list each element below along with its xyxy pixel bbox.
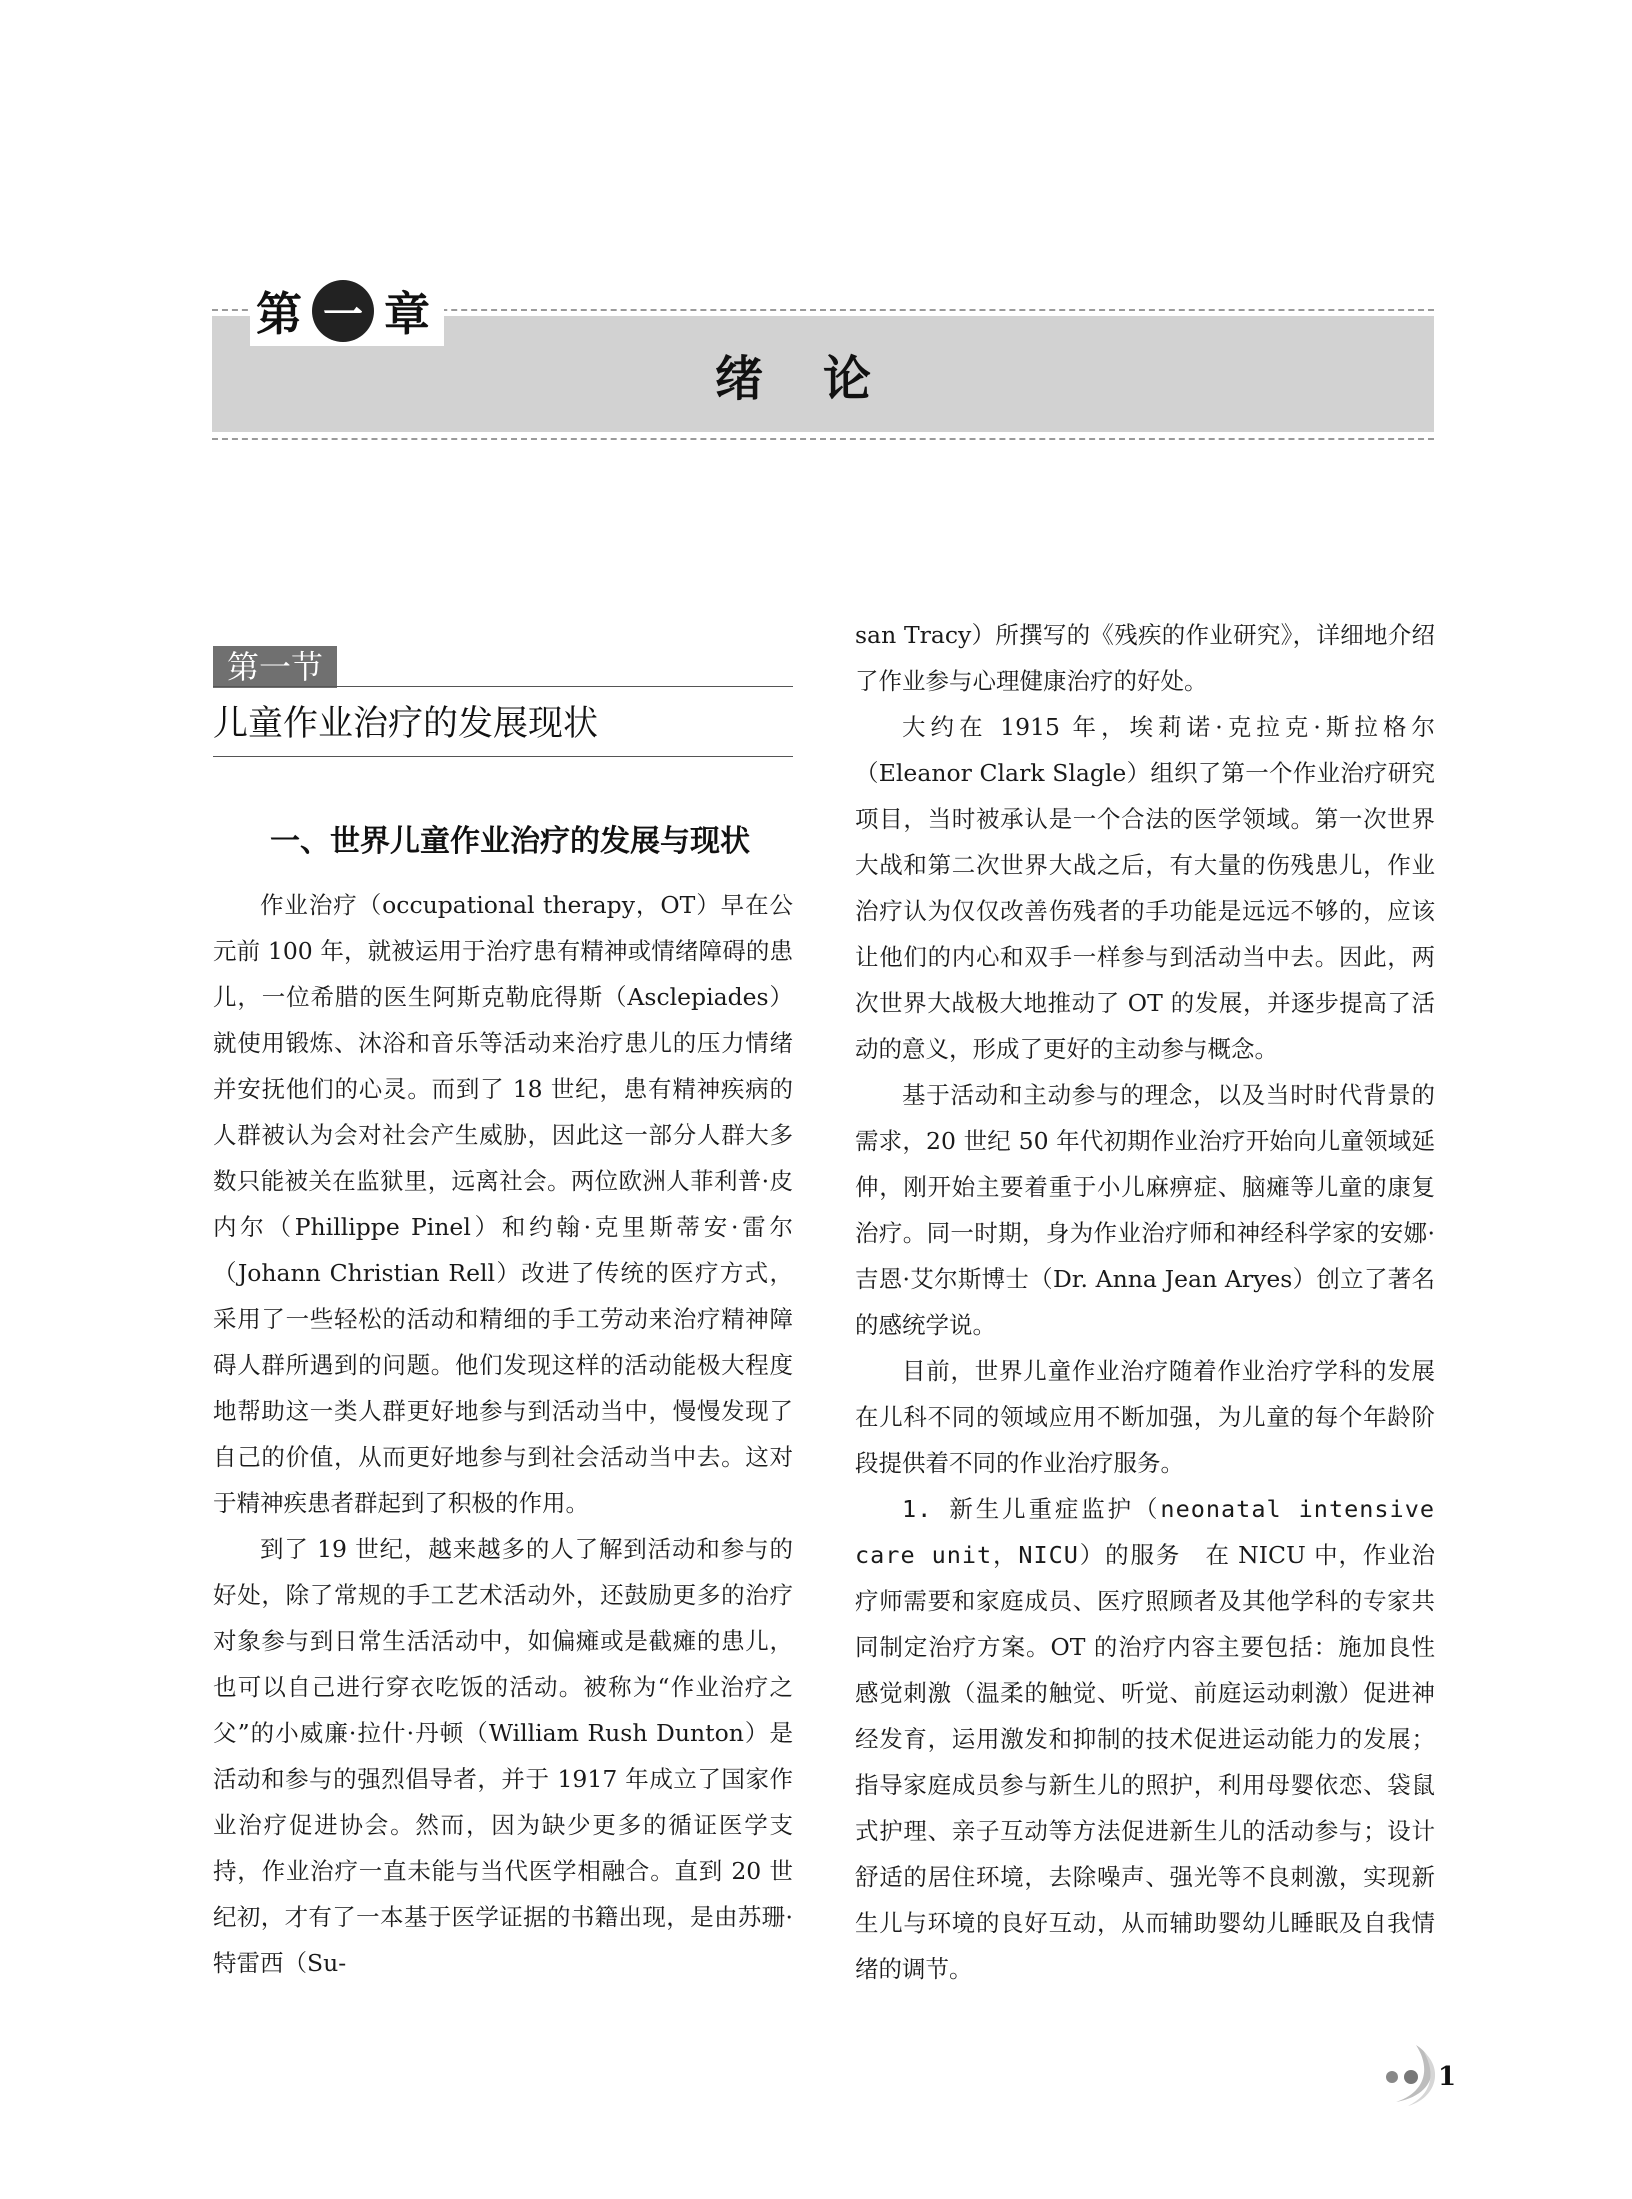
chapter-label (250, 276, 444, 346)
paragraph: 到了 19 世纪，越来越多的人了解到活动和参与的好处，除了常规的手工艺术活动外，还鼓励更多的治疗对象参与到日常生活活动中，如偏瘫或是截瘫的患儿，也可以自己进行穿衣吃饭的活动。被称为“作业治疗之父”的小威廉·拉什·丹顿（William Rush Dunton）是活动和参与的强烈倡导者，并于 1917 年成立了国家作业治疗促进协会。然而，因为缺少更多的循证医学支持，作业治疗一直未能与当代医学相融合。直到 20 世纪初，才有了一本基于医学证据的书籍出现，是由苏珊·特雷西（Su- (213, 1535, 793, 1977)
subsection-heading: 一、世界儿童作业治疗的发展与现状 (270, 824, 750, 859)
chapter-bottom-dashed-rule (212, 438, 1434, 440)
section-top-rule (213, 686, 793, 687)
paragraph: 大约在 1915 年，埃莉诺·克拉克·斯拉格尔（Eleanor Clark Slagle）组织了第一个作业治疗研究项目，当时被承认是一个合法的医学领域。第一次世界大战和第二次世界大战之后，有大量的伤残患儿，作业治疗认为仅仅改善伤残者的手功能是远远不够的，应该让他们的内心和双手一样参与到活动当中去。因此，两次世界大战极大地推动了 OT 的发展，并逐步提高了活动的意义，形成了更好的主动参与概念。 (855, 713, 1435, 1063)
paragraph: 基于活动和主动参与的理念，以及当时时代背景的需求，20 世纪 50 年代初期作业治疗开始向儿童领域延伸，刚开始主要着重于小儿麻痹症、脑瘫等儿童的康复治疗。同一时期，身为作业治疗师和神经科学家的安娜·吉恩·艾尔斯博士（Dr. Anna Jean Aryes）创立了著名的感统学说。 (855, 1081, 1435, 1339)
chapter-number-badge: 一 (312, 280, 374, 342)
numbered-item (855, 1486, 1435, 1992)
paragraph-continuation: san Tracy）所撰写的《残疾的作业研究》，详细地介绍了作业参与心理健康治疗的好处。 (855, 621, 1435, 695)
section-bottom-rule (213, 756, 793, 757)
section-tag: 第一节 (213, 646, 337, 688)
chapter-title: 绪论 (714, 351, 931, 407)
page-number: 1 (1438, 2062, 1457, 2092)
dot-icon (1404, 2070, 1418, 2084)
chapter-label-prefix: 第 (256, 287, 302, 341)
numbered-item-heading: 1. 新生儿重症监护（neonatal intensive care unit，NICU）的服务 (855, 1495, 1435, 1569)
page-number-block (1386, 2062, 1456, 2092)
paragraph: 作业治疗（occupational therapy，OT）早在公元前 100 年，就被运用于治疗患有精神或情绪障碍的患儿，一位希腊的医生阿斯克勒庇得斯（Asclepiades）就使用锻炼、沐浴和音乐等活动来治疗患儿的压力情绪并安抚他们的心灵。而到了 18 世纪，患有精神疾病的人群被认为会对社会产生威胁，因此这一部分人群大多数只能被关在监狱里，远离社会。两位欧洲人菲利普·皮内尔（Phillippe Pinel）和约翰·克里斯蒂安·雷尔（Johann Christian Rell）改进了传统的医疗方式，采用了一些轻松的活动和精细的手工劳动来治疗精神障碍人群所遇到的问题。他们发现这样的活动能极大程度地帮助这一类人群更好地参与到活动当中，慢慢发现了自己的价值，从而更好地参与到社会活动当中去。这对于精神疾患者群起到了积极的作用。 (213, 891, 793, 1517)
right-column (855, 612, 1435, 1992)
dot-icon (1386, 2071, 1398, 2083)
numbered-item-body: 在 NICU 中，作业治疗师需要和家庭成员、医疗照顾者及其他学科的专家共同制定治疗方案。OT 的治疗内容主要包括：施加良性感觉刺激（温柔的触觉、听觉、前庭运动刺激）促进神经发育，运用激发和抑制的技术促进运动能力的发展；指导家庭成员参与新生儿的照护，利用母婴依恋、袋鼠式护理、亲子互动等方法促进新生儿的活动参与；设计舒适的居住环境，去除噪声、强光等不良刺激，实现新生儿与环境的良好互动，从而辅助婴幼儿睡眠及自我情绪的调节。 (855, 1541, 1435, 1983)
section-title: 儿童作业治疗的发展现状 (213, 704, 599, 744)
paragraph: 目前，世界儿童作业治疗随着作业治疗学科的发展在儿科不同的领域应用不断加强，为儿童的每个年龄阶段提供着不同的作业治疗服务。 (855, 1357, 1435, 1477)
chapter-label-suffix: 章 (384, 287, 430, 341)
left-column (213, 882, 793, 1986)
